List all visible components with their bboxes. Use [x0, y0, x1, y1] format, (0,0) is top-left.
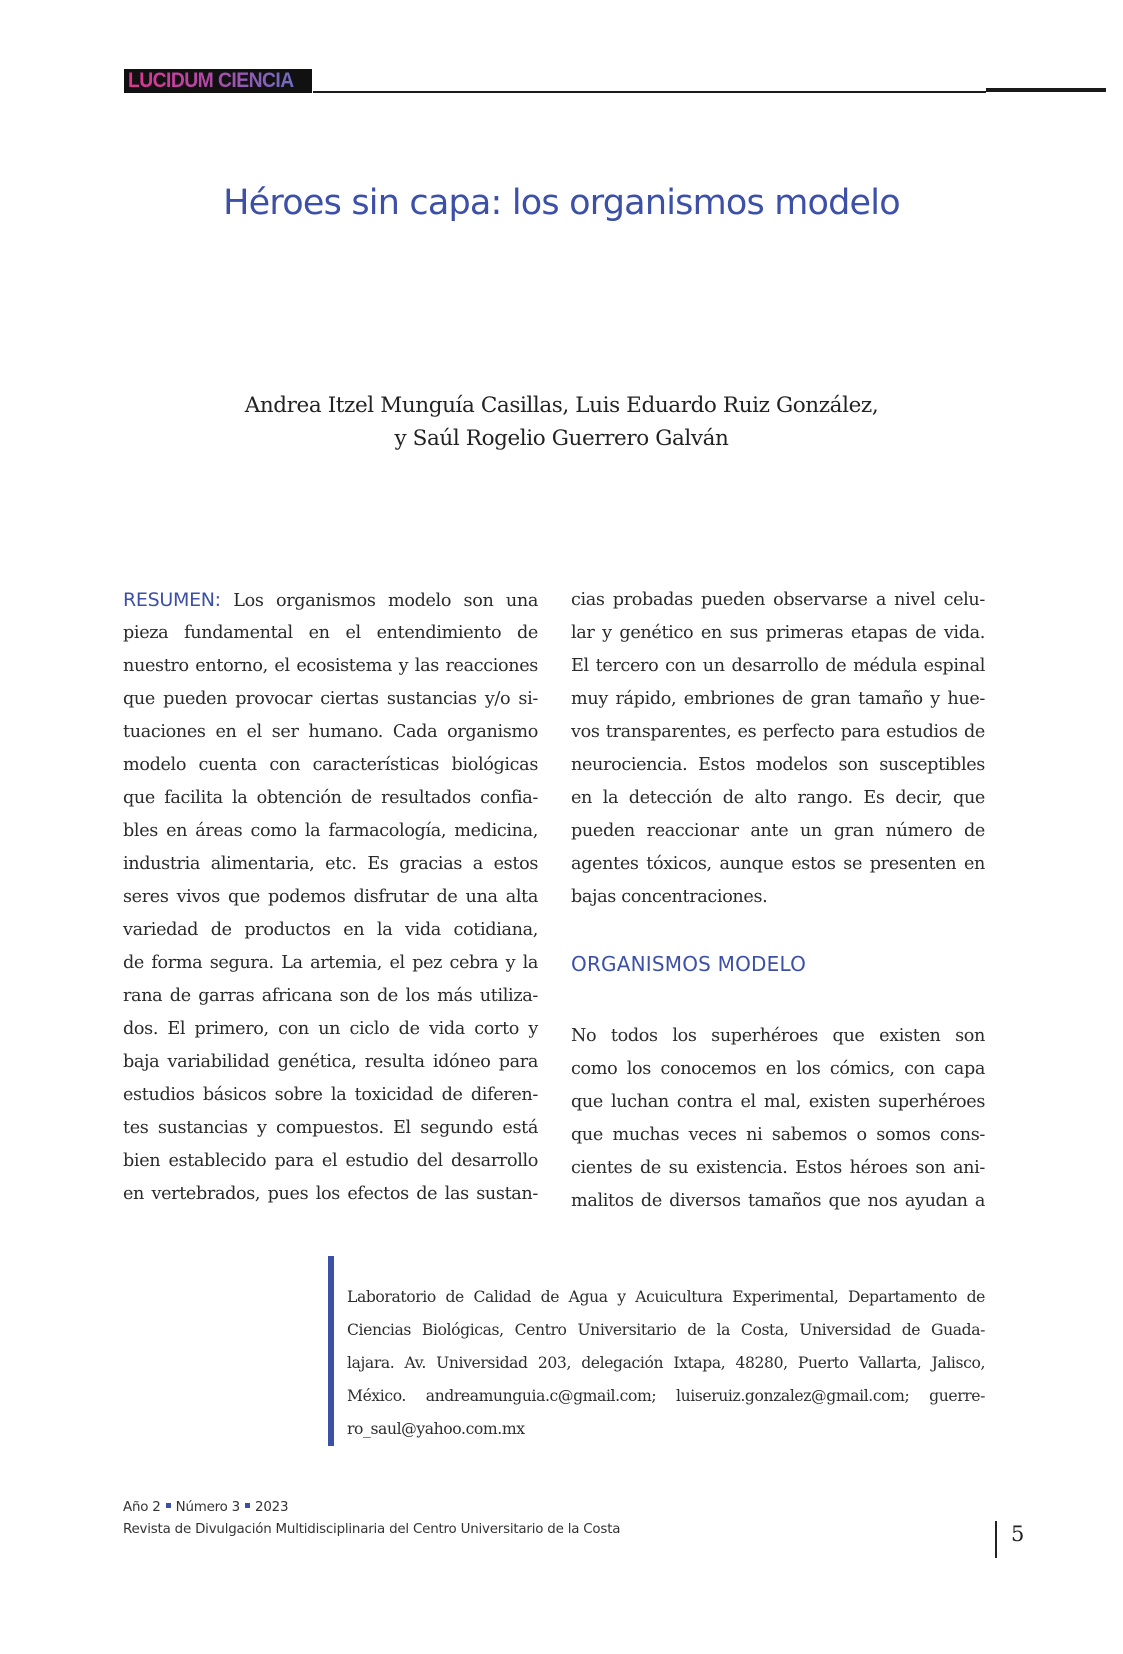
abstract-line: vos transparentes, es perfecto para estudios de	[571, 722, 985, 742]
abstract-line: que pueden provocar ciertas sustancias y/o si-	[123, 689, 538, 709]
abstract-line: estudios básicos sobre la toxicidad de diferen-	[123, 1085, 538, 1105]
article-title: Héroes sin capa: los organismos modelo	[223, 183, 900, 223]
abstract-line: tes sustancias y compuestos. El segundo está	[123, 1118, 538, 1138]
abstract-line: lar y genético en sus primeras etapas de vida.	[571, 623, 985, 643]
abstract-line: modelo cuenta con características biológicas	[123, 755, 538, 775]
abstract-left-column	[123, 584, 538, 1211]
affiliation-line: ro_saul@yahoo.com.mx	[347, 1420, 525, 1438]
header-rule-accent	[986, 88, 1106, 92]
abstract-line: rana de garras africana son de los más utiliza-	[123, 986, 538, 1006]
abstract-line: muy rápido, embriones de gran tamaño y hue-	[571, 689, 985, 709]
bullet-square-icon	[245, 1503, 250, 1508]
page-number: 5	[1011, 1522, 1025, 1546]
affiliation-line: Laboratorio de Calidad de Agua y Acuicultura Experimental, Departamento de	[347, 1288, 985, 1306]
abstract-line: baja variabilidad genética, resulta idóneo para	[123, 1052, 538, 1072]
abstract-line: de forma segura. La artemia, el pez cebra y la	[123, 953, 538, 973]
abstract-line: seres vivos que podemos disfrutar de una alta	[123, 887, 538, 907]
abstract-right-column	[571, 584, 985, 914]
abstract-line: variedad de productos en la vida cotidiana,	[123, 920, 538, 940]
abstract-line: bien establecido para el estudio del desarrollo	[123, 1151, 538, 1171]
abstract-line: neurociencia. Estos modelos son susceptibles	[571, 755, 985, 775]
body-line: que muchas veces ni sabemos o somos cons-	[571, 1125, 985, 1145]
affiliation-line: Ciencias Biológicas, Centro Universitario de la Costa, Universidad de Guada-	[347, 1321, 985, 1339]
authors-line-2: y Saúl Rogelio Guerrero Galván	[394, 426, 729, 451]
abstract-line: nuestro entorno, el ecosistema y las reacciones	[123, 656, 538, 676]
abstract-line: agentes tóxicos, aunque estos se presenten en	[571, 854, 985, 874]
page-number-divider	[995, 1521, 997, 1558]
issue-info	[123, 1500, 288, 1515]
abstract-line: El tercero con un desarrollo de médula espinal	[571, 656, 985, 676]
abstract-line: cias probadas pueden observarse a nivel celu-	[571, 590, 985, 610]
abstract-line: en vertebrados, pues los efectos de las sustan-	[123, 1184, 538, 1204]
bullet-square-icon	[166, 1503, 171, 1508]
affiliation-line: lajara. Av. Universidad 203, delegación Ixtapa, 48280, Puerto Vallarta, Jalisco,	[347, 1354, 985, 1372]
abstract-line: en la detección de alto rango. Es decir, que	[571, 788, 985, 808]
affiliation-accent-bar	[328, 1256, 334, 1446]
abstract-line: tuaciones en el ser humano. Cada organismo	[123, 722, 538, 742]
journal-name: Revista de Divulgación Multidisciplinaria del Centro Universitario de la Costa	[123, 1522, 621, 1537]
abstract-label: RESUMEN:	[123, 589, 221, 611]
section-body	[571, 1020, 985, 1218]
journal-brand-text: LUCIDUM CIENCIA	[128, 69, 294, 92]
issue-label: Número 3	[175, 1500, 240, 1515]
section-heading: ORGANISMOS MODELO	[571, 952, 807, 976]
body-line: que luchan contra el mal, existen superhéroes	[571, 1092, 985, 1112]
affiliation-line: México. andreamunguia.c@gmail.com; luiseruiz.gonzalez@gmail.com; guerre-	[347, 1387, 985, 1405]
issue-year: 2023	[255, 1500, 289, 1515]
abstract-line: dos. El primero, con un ciclo de vida corto y	[123, 1019, 538, 1039]
abstract-line: bajas concentraciones.	[571, 887, 768, 907]
body-line: No todos los superhéroes que existen son	[571, 1026, 985, 1046]
body-line: malitos de diversos tamaños que nos ayudan a	[571, 1191, 985, 1211]
abstract-line: pueden reaccionar ante un gran número de	[571, 821, 985, 841]
body-line: cientes de su existencia. Estos héroes son ani-	[571, 1158, 985, 1178]
year-label: Año 2	[123, 1500, 161, 1515]
header-rule	[313, 91, 986, 93]
body-line: como los conocemos en los cómics, con capa	[571, 1059, 985, 1079]
authors-line-1: Andrea Itzel Munguía Casillas, Luis Eduardo Ruiz González,	[244, 393, 879, 418]
journal-brand	[124, 69, 312, 93]
abstract-line: industria alimentaria, etc. Es gracias a estos	[123, 854, 538, 874]
abstract-line: pieza fundamental en el entendimiento de	[123, 623, 538, 643]
abstract-line: bles en áreas como la farmacología, medicina,	[123, 821, 538, 841]
abstract-line: que facilita la obtención de resultados confia-	[123, 788, 538, 808]
abstract-line: RESUMEN: Los organismos modelo son una	[123, 589, 538, 611]
